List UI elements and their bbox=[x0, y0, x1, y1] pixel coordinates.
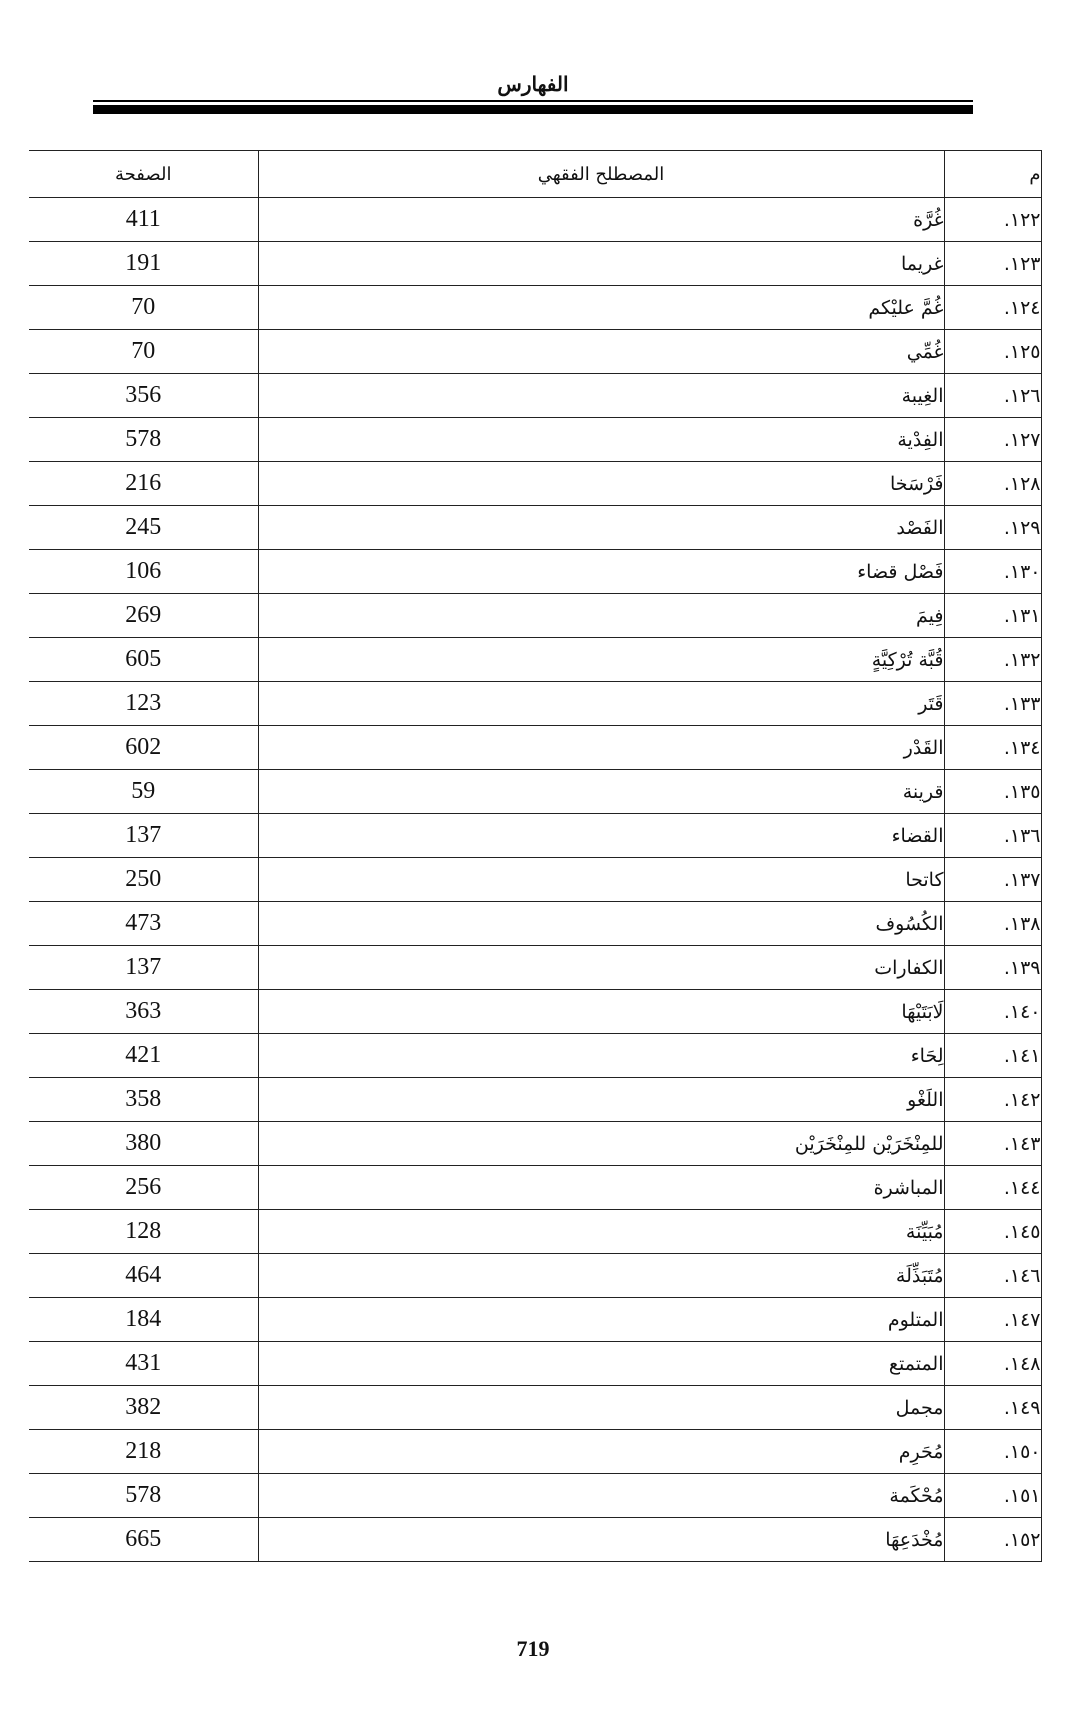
column-header-page: الصفحة bbox=[29, 151, 258, 198]
row-term: مُخْدَعِهَا bbox=[258, 1518, 944, 1562]
table-row bbox=[29, 1034, 1041, 1078]
row-term: مجمل bbox=[258, 1386, 944, 1430]
row-number: ١٣٦. bbox=[944, 814, 1041, 858]
row-term: فَرْسَخا bbox=[258, 462, 944, 506]
header-rule-thin bbox=[93, 100, 973, 102]
row-page: 382 bbox=[29, 1386, 258, 1430]
table-row bbox=[29, 594, 1041, 638]
table-row bbox=[29, 814, 1041, 858]
row-page: 473 bbox=[29, 902, 258, 946]
table-row bbox=[29, 1122, 1041, 1166]
row-number: ١٤٨. bbox=[944, 1342, 1041, 1386]
table-row bbox=[29, 1518, 1041, 1562]
row-page: 128 bbox=[29, 1210, 258, 1254]
table-row bbox=[29, 374, 1041, 418]
row-term: غريما bbox=[258, 242, 944, 286]
table-row bbox=[29, 1078, 1041, 1122]
row-page: 184 bbox=[29, 1298, 258, 1342]
row-number: ١٣٣. bbox=[944, 682, 1041, 726]
row-number: ١٢٤. bbox=[944, 286, 1041, 330]
row-page: 250 bbox=[29, 858, 258, 902]
row-page: 216 bbox=[29, 462, 258, 506]
row-page: 363 bbox=[29, 990, 258, 1034]
table-row bbox=[29, 198, 1041, 242]
row-number: ١٢٣. bbox=[944, 242, 1041, 286]
row-number: ١٤٤. bbox=[944, 1166, 1041, 1210]
table-row bbox=[29, 506, 1041, 550]
table-row bbox=[29, 1386, 1041, 1430]
row-number: ١٢٢. bbox=[944, 198, 1041, 242]
row-number: ١٣٨. bbox=[944, 902, 1041, 946]
row-number: ١٥١. bbox=[944, 1474, 1041, 1518]
table-row bbox=[29, 1430, 1041, 1474]
row-number: ١٣٥. bbox=[944, 770, 1041, 814]
row-number: ١٣٧. bbox=[944, 858, 1041, 902]
row-number: ١٤٣. bbox=[944, 1122, 1041, 1166]
row-page: 464 bbox=[29, 1254, 258, 1298]
page-number: 719 bbox=[516, 1636, 550, 1661]
row-term: المتلوم bbox=[258, 1298, 944, 1342]
row-term: الغِيبة bbox=[258, 374, 944, 418]
table-row bbox=[29, 638, 1041, 682]
row-page: 665 bbox=[29, 1518, 258, 1562]
table-header-row bbox=[29, 151, 1041, 198]
table-row bbox=[29, 858, 1041, 902]
header-rule-thick bbox=[93, 105, 973, 114]
table-row bbox=[29, 1166, 1041, 1210]
row-number: ١٢٦. bbox=[944, 374, 1041, 418]
row-number: ١٤٠. bbox=[944, 990, 1041, 1034]
row-term: قرينة bbox=[258, 770, 944, 814]
row-number: ١٢٨. bbox=[944, 462, 1041, 506]
row-term: فَصْل قضاء bbox=[258, 550, 944, 594]
row-term: للمِنْخَرَيْن للمِنْخَرَيْن bbox=[258, 1122, 944, 1166]
row-term: المتمتع bbox=[258, 1342, 944, 1386]
row-page: 59 bbox=[29, 770, 258, 814]
table-row bbox=[29, 418, 1041, 462]
row-page: 380 bbox=[29, 1122, 258, 1166]
row-number: ١٤١. bbox=[944, 1034, 1041, 1078]
table-row bbox=[29, 946, 1041, 990]
row-page: 578 bbox=[29, 1474, 258, 1518]
column-header-term: المصطلح الفقهي bbox=[258, 151, 944, 198]
row-page: 356 bbox=[29, 374, 258, 418]
row-page: 256 bbox=[29, 1166, 258, 1210]
glossary-table bbox=[29, 150, 1042, 1562]
row-term: فِيمَ bbox=[258, 594, 944, 638]
table-body bbox=[29, 198, 1041, 1562]
table-row bbox=[29, 1342, 1041, 1386]
row-term: غُمَّ عليْكم bbox=[258, 286, 944, 330]
row-number: ١٣٩. bbox=[944, 946, 1041, 990]
row-page: 70 bbox=[29, 330, 258, 374]
row-term: الكُسُوف bbox=[258, 902, 944, 946]
row-page: 421 bbox=[29, 1034, 258, 1078]
row-page: 245 bbox=[29, 506, 258, 550]
row-term: الكفارات bbox=[258, 946, 944, 990]
row-page: 218 bbox=[29, 1430, 258, 1474]
row-page: 605 bbox=[29, 638, 258, 682]
row-term: الفِدْية bbox=[258, 418, 944, 462]
table-row bbox=[29, 682, 1041, 726]
row-number: ١٤٦. bbox=[944, 1254, 1041, 1298]
table-row bbox=[29, 902, 1041, 946]
row-term: مُتَبَذِّلَة bbox=[258, 1254, 944, 1298]
table-row bbox=[29, 462, 1041, 506]
row-term: قَتَر bbox=[258, 682, 944, 726]
running-header-title: الفهارس bbox=[497, 72, 569, 96]
row-page: 137 bbox=[29, 814, 258, 858]
row-term: القَدْر bbox=[258, 726, 944, 770]
row-number: ١٤٧. bbox=[944, 1298, 1041, 1342]
row-term: لِحَاء bbox=[258, 1034, 944, 1078]
row-number: ١٢٥. bbox=[944, 330, 1041, 374]
row-page: 137 bbox=[29, 946, 258, 990]
row-term: مُحَرِم bbox=[258, 1430, 944, 1474]
row-page: 123 bbox=[29, 682, 258, 726]
table-row bbox=[29, 550, 1041, 594]
row-page: 70 bbox=[29, 286, 258, 330]
row-number: ١٥٠. bbox=[944, 1430, 1041, 1474]
table-row bbox=[29, 990, 1041, 1034]
row-term: القضاء bbox=[258, 814, 944, 858]
table-row bbox=[29, 1298, 1041, 1342]
row-number: ١٤٥. bbox=[944, 1210, 1041, 1254]
row-term: مُبَيِّنَة bbox=[258, 1210, 944, 1254]
table-row bbox=[29, 1474, 1041, 1518]
row-number: ١٥٢. bbox=[944, 1518, 1041, 1562]
table-row bbox=[29, 330, 1041, 374]
row-page: 269 bbox=[29, 594, 258, 638]
row-number: ١٣٢. bbox=[944, 638, 1041, 682]
row-term: المباشرة bbox=[258, 1166, 944, 1210]
row-page: 191 bbox=[29, 242, 258, 286]
row-number: ١٢٧. bbox=[944, 418, 1041, 462]
row-term: كاتحا bbox=[258, 858, 944, 902]
row-term: غُمِّي bbox=[258, 330, 944, 374]
row-term: غُرَّة bbox=[258, 198, 944, 242]
row-page: 411 bbox=[29, 198, 258, 242]
table-row bbox=[29, 726, 1041, 770]
row-page: 431 bbox=[29, 1342, 258, 1386]
row-term: لَابَتَيْهَا bbox=[258, 990, 944, 1034]
row-number: ١٣١. bbox=[944, 594, 1041, 638]
table-row bbox=[29, 770, 1041, 814]
table-row bbox=[29, 1254, 1041, 1298]
row-term: اللَغْو bbox=[258, 1078, 944, 1122]
row-number: ١٣٠. bbox=[944, 550, 1041, 594]
table-row bbox=[29, 1210, 1041, 1254]
table-row bbox=[29, 286, 1041, 330]
row-number: ١٣٤. bbox=[944, 726, 1041, 770]
row-term: مُحْكَمة bbox=[258, 1474, 944, 1518]
row-number: ١٤٩. bbox=[944, 1386, 1041, 1430]
row-page: 106 bbox=[29, 550, 258, 594]
row-number: ١٢٩. bbox=[944, 506, 1041, 550]
row-number: ١٤٢. bbox=[944, 1078, 1041, 1122]
row-page: 602 bbox=[29, 726, 258, 770]
row-term: قُبَّة تُرْكِيَّةٍ bbox=[258, 638, 944, 682]
row-term: الفَصْد bbox=[258, 506, 944, 550]
column-header-number: م bbox=[944, 151, 1041, 198]
row-page: 578 bbox=[29, 418, 258, 462]
row-page: 358 bbox=[29, 1078, 258, 1122]
table-row bbox=[29, 242, 1041, 286]
